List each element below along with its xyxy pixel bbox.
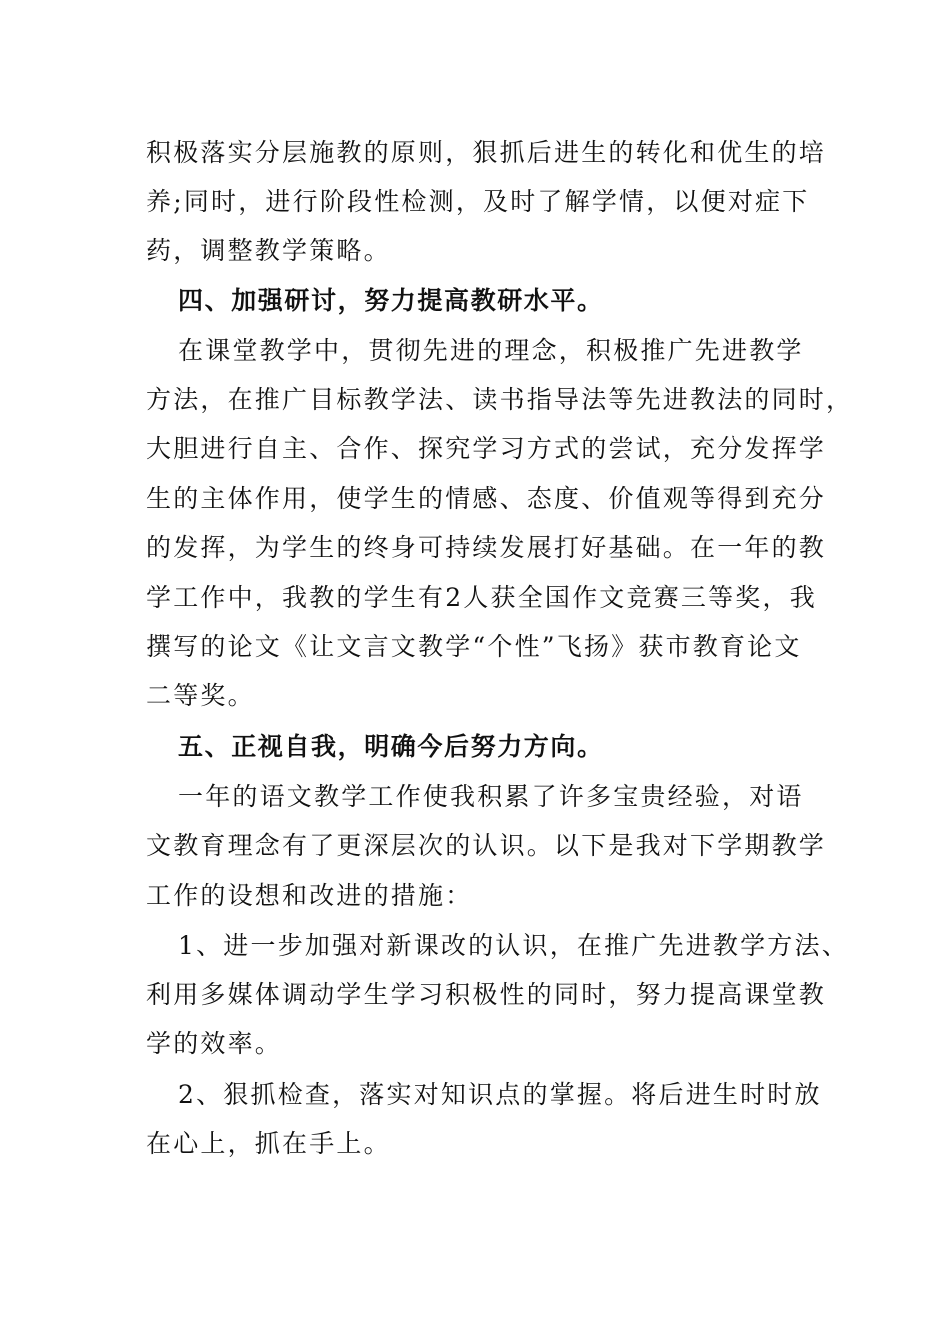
paragraph-line: 积极落实分层施教的原则，狠抓后进生的转化和优生的培 <box>146 138 827 167</box>
list-item-line: 利用多媒体调动学生学习积极性的同时，努力提高课堂教 <box>146 980 827 1009</box>
paragraph-line: 养;同时，进行阶段性检测，及时了解学情，以便对症下 <box>146 187 810 216</box>
paragraph-line: 大胆进行自主、合作、探究学习方式的尝试，充分发挥学 <box>146 434 827 463</box>
list-item-line: 2、狠抓检查，落实对知识点的掌握。将后进生时时放 <box>178 1080 822 1109</box>
list-item-line: 学的效率。 <box>146 1029 283 1058</box>
section-heading: 五、正视自我，明确今后努力方向。 <box>178 732 604 761</box>
paragraph-line: 一年的语文教学工作使我积累了许多宝贵经验，对语 <box>178 782 804 811</box>
paragraph-line: 方法，在推广目标教学法、读书指导法等先进教法的同时， <box>146 385 854 414</box>
paragraph-line: 撰写的论文《让文言文教学“个性”飞扬》获市教育论文 <box>146 632 802 661</box>
list-item-line: 1、进一步加强对新课改的认识，在推广先进教学方法、 <box>178 931 849 960</box>
paragraph-line: 在课堂教学中，贯彻先进的理念，积极推广先进教学 <box>178 336 804 365</box>
paragraph-line: 学工作中，我教的学生有2人获全国作文竞赛三等奖，我 <box>146 583 817 612</box>
paragraph-line: 生的主体作用，使学生的情感、态度、价值观等得到充分 <box>146 484 827 513</box>
paragraph-line: 的发挥，为学生的终身可持续发展打好基础。在一年的教 <box>146 533 827 562</box>
paragraph-line: 工作的设想和改进的措施： <box>146 881 473 910</box>
list-item-line: 在心上，抓在手上。 <box>146 1129 391 1158</box>
paragraph-line: 药，调整教学策略。 <box>146 236 391 265</box>
paragraph-line: 文教育理念有了更深层次的认识。以下是我对下学期教学 <box>146 831 827 860</box>
paragraph-line: 二等奖。 <box>146 681 255 710</box>
section-heading: 四、加强研讨，努力提高教研水平。 <box>178 286 604 315</box>
